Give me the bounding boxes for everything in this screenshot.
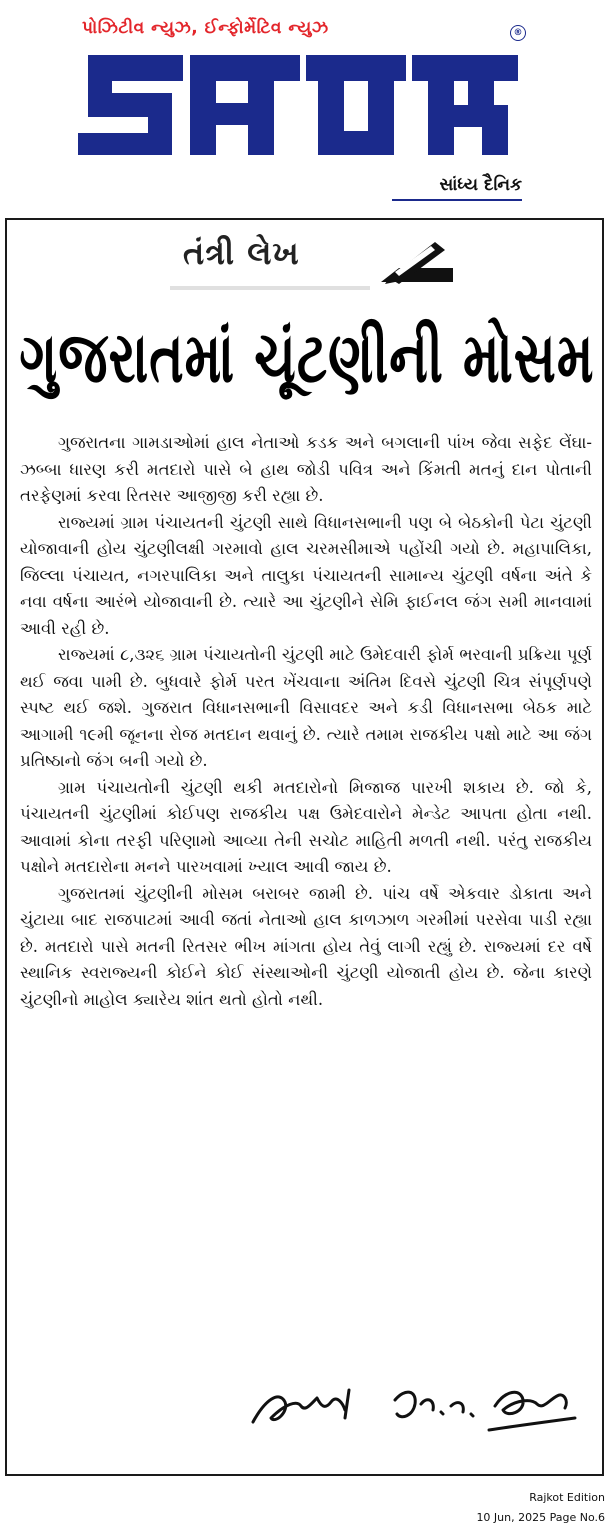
masthead-tagline: પોઝિટીવ ન્યુઝ, ઈન્ફોર્મેટિવ ન્યુઝ — [82, 18, 329, 38]
article-headline: ગુજરાતમાં ચૂંટણીની મોસમ — [19, 318, 595, 399]
masthead — [0, 0, 613, 210]
abtak-logo — [78, 45, 528, 165]
subtitle-rule — [392, 199, 522, 201]
registered-mark: ® — [510, 25, 526, 41]
paragraph-2: રાજ્યમાં ગ્રામ પંચાયતની ચુંટણી સાથે વિધાનસભાની પણ બે બેઠકોની પેટા ચુંટણી યોજાવાની હોય ચુંટણીલક્ષી ગરમાવો હાલ ચરમસીમાએ પહોંચી ગયો છે. મહાપાલિકા, જિલ્લા પંચાયત, નગરપાલિકા અને તાલુકા પંચાયતની સામાન્ય ચુંટણી વર્ષના અંતે કે નવા વર્ષના આરંભે યોજાવાની છે. ત્યારે આ ચુંટણીને સેમિ ફાઈનલ જંગ સમી માનવામાં આવી રહી છે. — [20, 512, 592, 638]
paragraph-5: ગુજરાતમાં ચુંટણીની મોસમ બરાબર જામી છે. પાંચ વર્ષે એકવાર ડોકાતા અને ચુંટાયા બાદ રાજપાટમાં આવી જતાં નેતાઓ હાલ કાળઝાળ ગરમીમાં પરસેવા પાડી રહ્યા છે. મતદારો પાસે મતની રિતસર ભીખ માંગતા હોય તેવું લાગી રહ્યું છે. રાજ્યમાં દર વર્ષે સ્થાનિક સ્વરાજ્યની કોઈને કોઈ સંસ્થાઓની ચુંટણી યોજાતી હોય છે. જેના કારણે ચુંટણીનો માહોલ ક્યારેય શાંત થતો હોતો નથી. — [20, 883, 592, 1009]
pen-writing-icon — [375, 238, 457, 286]
handwritten-signature-icon — [245, 1360, 585, 1450]
paragraph-4: ગ્રામ પંચાયતોની ચુંટણી થકી મતદારોનો મિજાજ પારખી શકાય છે. જો કે, પંચાયતની ચુંટણીમાં કોઈપણ રાજકીય પક્ષ ઉમેદવારોને મેન્ડેટ આપતા હોતા નથી. આવામાં કોના તરફી પરિણામો આવ્યા તેની સચોટ માહિતી મળતી નથી. પરંતુ રાજકીય પક્ષોને મતદારોના મનને પારખવામાં ખ્યાલ આવી જાય છે. — [20, 777, 592, 876]
edition-name: Rajkot Edition — [529, 1491, 605, 1504]
edition-info — [476, 1488, 605, 1528]
article-body — [20, 430, 592, 1013]
section-label: તંત્રી લેખ — [183, 234, 300, 272]
section-underline — [170, 286, 370, 290]
paragraph-3: રાજ્યમાં ૮,૩૨૬ ગ્રામ પંચાયતોની ચુંટણી માટે ઉમેદવારી ફોર્મ ભરવાની પ્રક્રિયા પૂર્ણ થઈ જવા પામી છે. બુધવારે ફોર્મ પરત ખેંચવાના અંતિમ દિવસે ચુંટણી ચિત્ર સંપૂર્ણપણે સ્પષ્ટ થઈ જશે. ગુજરાત વિધાનસભાની વિસાવદર અને કડી વિધાનસભા બેઠક માટે આગામી ૧૯મી જૂનના રોજ મતદાન થવાનું છે. ત્યારે તમામ રાજકીય પક્ષો માટે આ જંગ પ્રતિષ્ઠાનો જંગ બની ગયો છે. — [20, 645, 592, 770]
edition-date-page: 10 Jun, 2025 Page No.6 — [476, 1511, 605, 1524]
editorial-section-banner — [170, 230, 458, 292]
masthead-subtitle: સાંધ્ય દૈનિક — [439, 175, 522, 195]
paragraph-1: ગુજરાતના ગામડાઓમાં હાલ નેતાઓ કડક અને બગલાની પાંખ જેવા સફેદ લેંઘા-ઝબ્બા ધારણ કરી મતદારો પાસે બે હાથ જોડી પવિત્ર અને કિંમતી મતનું દાન પોતાની તરફેણમાં કરવા રિતસર આજીજી કરી રહ્યા છે. — [20, 433, 592, 505]
